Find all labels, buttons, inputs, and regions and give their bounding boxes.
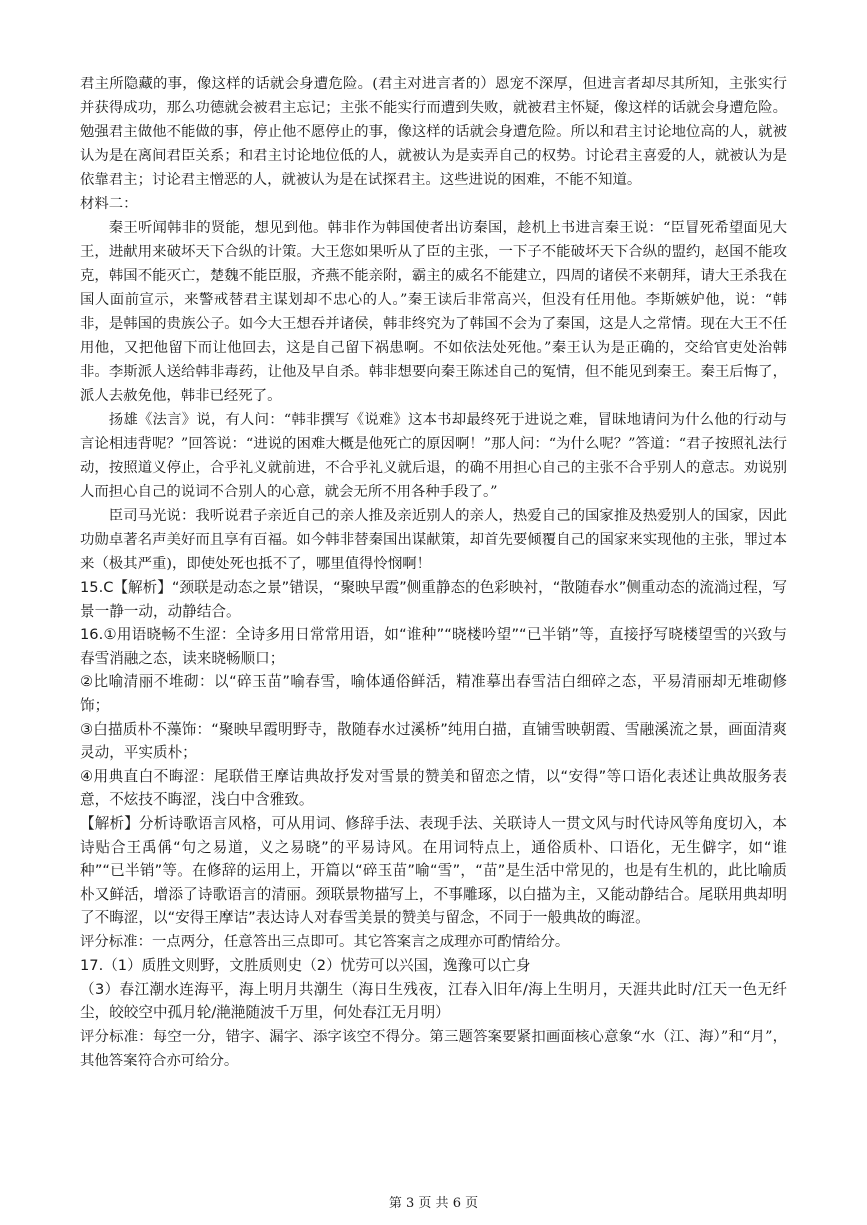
material1-ending-paragraph: 君主所隐藏的事，像这样的话就会身遭危险。(君主对进言者的）恩宠不深厚，但进言者却尽其所知，主张实行并获得成功，那么功德就会被君主忘记；主张不能实行而遭到失败，就被君主怀疑，像这样的话就会身遭危险。勉强君主做他不能做的事，停止他不愿停止的事，像这样的话就会身遭危险。所以和君主讨论地位高的人，就被认为是在离间君臣关系；和君主讨论地位低的人，就被认为是卖弄自己的权势。讨论君主喜爱的人，就被认为是依靠君主；讨论君主憎恶的人，就被认为是在试探君主。这些进说的困难，不能不知道。 bbox=[80, 76, 787, 188]
answer-17-part-3: （3）春江潮水连海平，海上明月共潮生（海日生残夜，江春入旧年/海上生明月，天涯共此时/江天一色无纤尘，皎皎空中孤月轮/滟滟随波千万里，何处春江无月明） bbox=[80, 980, 787, 1022]
material2-label: 材料二： bbox=[80, 196, 138, 212]
answer-17-part-1-2: 17.（1）质胜文则野，文胜质则史（2）忧劳可以兴国，逸豫可以亡身 bbox=[80, 956, 531, 974]
answer-17-scoring: 评分标准：每空一分，错字、漏字、添字该空不得分。第三题答案要紧扣画面核心意象“水（江、海）”和“月”，其他答案符合亦可给分。 bbox=[80, 1028, 787, 1069]
answer-16-point-4: ④用典直白不晦涩：尾联借王摩诘典故抒发对雪景的赞美和留恋之情，以“安得”等口语化表述让典故服务表意，不炫技不晦涩，浅白中含雅致。 bbox=[80, 767, 787, 809]
page-number-footer: 第 3 页 共 6 页 bbox=[388, 1196, 479, 1211]
answer-16-scoring: 评分标准：一点两分，任意答出三点即可。其它答案言之成理亦可酌情给分。 bbox=[80, 933, 570, 950]
answer-16-analysis: 【解析】分析诗歌语言风格，可从用词、修辞手法、表现手法、关联诗人一贯文风与时代诗风等角度切入，本诗贴合王禹偁“句之易道，义之易晓”的平易诗风。在用词特点上，通俗质朴、口语化，无生僻字，如“谁种”“已半销”等。在修辞的运用上，开篇以“碎玉苗”喻“雪”，“苗”是生活中常见的，也是有生机的，此比喻质朴又鲜活，增添了诗歌语言的清丽。颈联景物描写上，不事雕琢，以白描为主，又能动静结合。尾联用典却明了不晦涩，以“安得王摩诘”表达诗人对春雪美景的赞美与留念，不同于一般典故的晦涩。 bbox=[80, 814, 787, 927]
answer-16-point-3: ③白描质朴不藻饰：“聚映早霞明野寺，散随春水过溪桥”纯用白描，直铺雪映朝霞、雪融溪流之景，画面清爽灵动，平实质朴； bbox=[80, 720, 787, 762]
answer-16-point-2: ②比喻清丽不堆砌：以“碎玉苗”喻春雪，喻体通俗鲜活，精准摹出春雪洁白细碎之态，平易清丽却无堆砌修饰； bbox=[80, 673, 787, 714]
material2-paragraph-3: 臣司马光说：我听说君子亲近自己的亲人推及亲近别人的亲人，热爱自己的国家推及热爱别人的国家，因此功勋卓著名声美好而且享有百福。如今韩非替秦国出谋献策，却首先要倾覆自己的国家来实现他的主张，罪过本来（极其严重)，即使处死也抵不了，哪里值得怜悯啊！ bbox=[80, 508, 787, 572]
answer-17-section bbox=[80, 954, 787, 1025]
material2-paragraph-1: 秦王听闻韩非的贤能，想见到他。韩非作为韩国使者出访秦国，趁机上书进言秦王说：“臣冒死希望面见大王，进献用来破坏天下合纵的计策。大王您如果听从了臣的主张，一下子不能破坏天下合纵的盟约，赵国不能攻克，韩国不能灭亡，楚魏不能臣服，齐燕不能亲附，霸主的威名不能建立，四周的诸侯不来朝拜，请大王杀我在国人面前宣示，来警戒替君主谋划却不忠心的人。”秦王读后非常高兴，但没有任用他。李斯嫉妒他，说：“韩非，是韩国的贵族公子。如今大王想吞并诸侯，韩非终究为了韩国不会为了秦国，这是人之常情。现在大王不任用他，又把他留下而让他回去，这是自己留下祸患啊。不如依法处死他。”秦王认为是正确的，交给官吏处治韩非。李斯派人送给韩非毒药，让他及早自杀。韩非想要向秦王陈述自己的冤情，但不能见到秦王。秦王后悔了，派人去赦免他，韩非已经死了。 bbox=[80, 220, 787, 404]
answer-16-point-1: 16.①用语晓畅不生涩：全诗多用日常常用语，如“谁种”“晓楼吟望”“已半销”等，直接抒写晓楼望雪的兴致与春雪消融之态，读来晓畅顺口； bbox=[80, 626, 787, 667]
answer-15: 15.C【解析】“颈联是动态之景”错误，“聚映早霞”侧重静态的色彩映衬，“散随春水”侧重动态的流淌过程，写景一静一动，动静结合。 bbox=[80, 579, 787, 620]
answers-section bbox=[80, 576, 787, 930]
material2-paragraph-2: 扬雄《法言》说，有人问：“韩非撰写《说难》这本书却最终死于进说之难，冒昧地请问为什么他的行动与言论相违背呢？”回答说：“进说的困难大概是他死亡的原因啊！”那人问：“为什么呢？”答道：“君子按照礼法行动，按照道义停止，合乎礼义就前进，不合乎礼义就后退，的确不用担心自己的主张不合乎别人的意志。劝说别人而担心自己的说词不合别人的心意，就会无所不用各种手段了。” bbox=[80, 412, 787, 500]
